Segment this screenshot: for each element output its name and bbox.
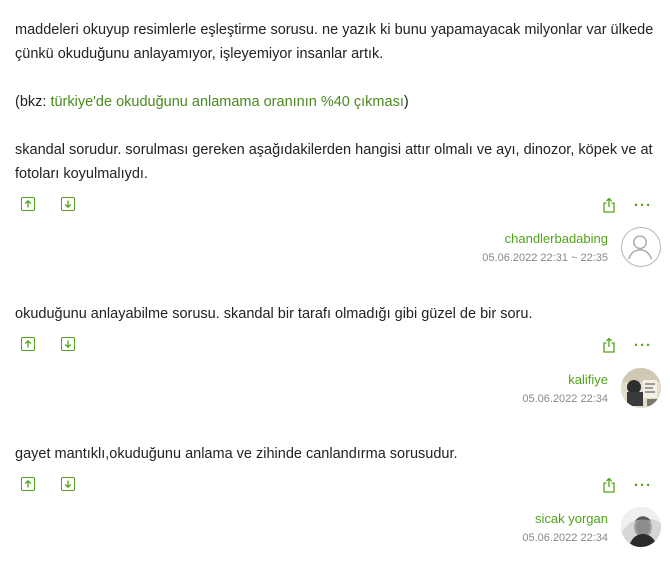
arrow-down-icon [63, 339, 73, 349]
entry-paragraph: okuduğunu anlayabilme sorusu. skandal bir tarafı olmadığı gibi güzel de bir soru. [15, 306, 533, 322]
arrow-down-icon [63, 199, 73, 209]
bkz-prefix: (bkz: [15, 94, 51, 110]
downvote-button[interactable] [61, 337, 75, 351]
author-link[interactable]: chandlerbadabing [504, 231, 608, 246]
entry-actions [0, 477, 670, 497]
avatar[interactable] [621, 507, 661, 547]
author-link[interactable]: sicak yorgan [535, 511, 608, 526]
entry-paragraph: skandal sorudur. sorulması gereken aşağıdakilerden hangisi attır olmalı ve ayı, dinozor, köpek ve at fotoları koyulmalıydı. [15, 142, 653, 182]
bkz-suffix: ) [403, 94, 409, 110]
upvote-button[interactable] [21, 337, 35, 351]
entry-content [15, 302, 660, 326]
arrow-up-icon [23, 199, 33, 209]
upvote-button[interactable] [21, 197, 35, 211]
entry-date[interactable]: 05.06.2022 22:31 ~ 22:35 [482, 252, 608, 264]
arrow-down-icon [63, 479, 73, 489]
bkz-link[interactable]: türkiye'de okuduğunu anlamama oranının %40 çıkması [50, 94, 404, 110]
entry-bkz-paragraph [15, 90, 660, 114]
arrow-up-icon [23, 479, 33, 489]
entry-author [0, 368, 670, 412]
arrow-up-icon [23, 339, 33, 349]
more-options-button[interactable]: ··· [634, 337, 652, 354]
share-icon[interactable] [602, 477, 616, 493]
downvote-button[interactable] [61, 197, 75, 211]
more-options-button[interactable]: ··· [634, 197, 652, 214]
entry-author [0, 507, 670, 551]
default-user-icon [622, 228, 660, 266]
avatar[interactable] [621, 227, 661, 267]
entry-date[interactable]: 05.06.2022 22:34 [522, 532, 608, 544]
author-link[interactable]: kalifiye [568, 372, 608, 387]
entry-paragraph: maddeleri okuyup resimlerle eşleştirme sorusu. ne yazık ki bunu yapamayacak milyonlar var ülkede çünkü okuduğunu anlayamıyor, işleyemiyor insanlar artık. [15, 22, 654, 62]
more-options-button[interactable]: ··· [634, 477, 652, 494]
entry-paragraph: gayet mantıklı,okuduğunu anlama ve zihinde canlandırma sorusudur. [15, 446, 458, 462]
downvote-button[interactable] [61, 477, 75, 491]
share-icon[interactable] [602, 337, 616, 353]
entry-actions [0, 197, 670, 217]
entry-content [15, 442, 660, 466]
user-photo-avatar [621, 368, 661, 408]
entry-date[interactable]: 05.06.2022 22:34 [522, 393, 608, 405]
upvote-button[interactable] [21, 477, 35, 491]
entry-content [15, 18, 660, 186]
avatar[interactable] [621, 368, 661, 408]
entry-author [0, 227, 670, 271]
entry-actions [0, 337, 670, 357]
user-photo-avatar [621, 507, 661, 547]
share-icon[interactable] [602, 197, 616, 213]
